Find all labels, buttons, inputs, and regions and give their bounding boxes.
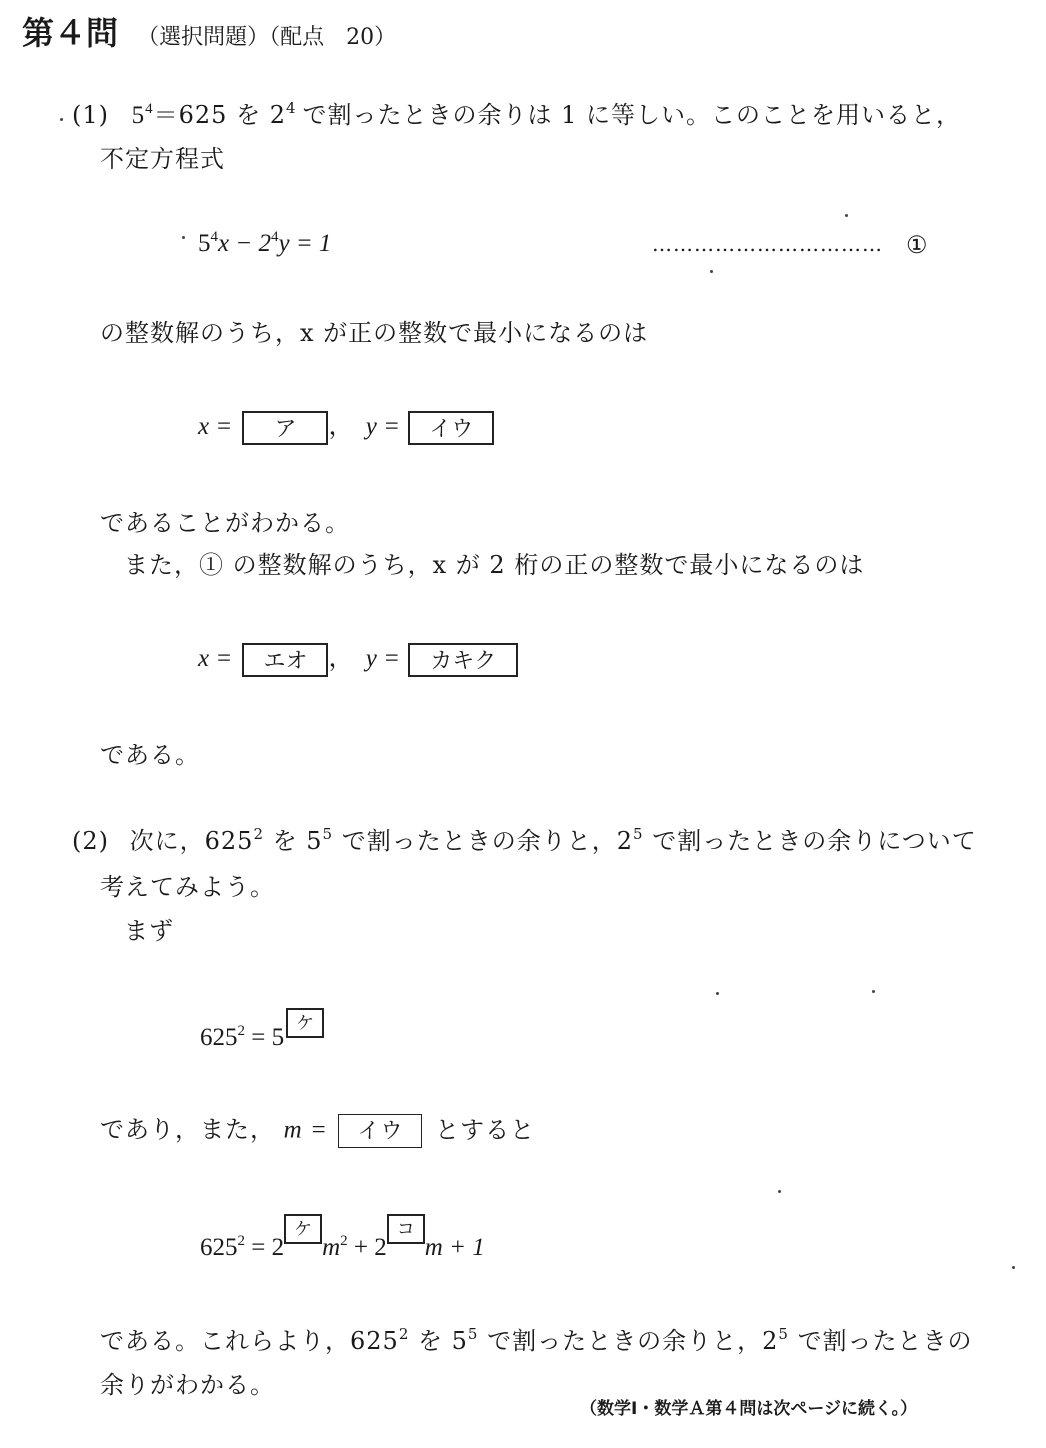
eq-exp5: 4 — [210, 229, 218, 245]
eq3-m-exp: 2 — [340, 1233, 348, 1249]
scan-speck — [1012, 1266, 1015, 1269]
scan-speck — [872, 990, 875, 993]
ans2-sep: ， — [328, 645, 354, 672]
part1-exp: 4 — [145, 101, 154, 117]
part1-base5: 5 — [131, 102, 146, 129]
eq3-c: + 2 — [353, 1234, 387, 1261]
scan-speck — [845, 214, 848, 217]
scan-speck — [710, 270, 713, 273]
eq-base5: 5 — [198, 230, 211, 257]
part2-line2: 考えてみよう。 — [100, 873, 275, 901]
answer-box-iu-ref[interactable]: イウ — [338, 1114, 422, 1148]
equation-ref-1: ① — [906, 231, 929, 259]
part2-text-a: 次に，625 — [129, 827, 254, 855]
eq2-lhs: 625 — [200, 1024, 238, 1051]
part1-line3: の整数解のうち，x が正の整数で最小になるのは — [100, 319, 649, 347]
part1-line6: である。 — [100, 741, 200, 769]
eq3-a: = 2 — [251, 1234, 285, 1261]
part2-exp-b: 5 — [322, 825, 334, 843]
problem-title: 第４問 — [22, 14, 119, 52]
scan-speck — [60, 118, 63, 121]
part2-line5-exp-c: 5 — [778, 1325, 789, 1343]
part2-line4 — [100, 1114, 535, 1154]
part2-line4-text: であり，また， — [100, 1115, 275, 1144]
part2-text-d: で割ったときの余りについて — [652, 827, 977, 855]
part2-text-b: を 5 — [272, 827, 323, 855]
part1-exp2: 4 — [285, 99, 297, 117]
part2-label: (2) — [72, 827, 109, 855]
eq2-rhs: = 5 — [251, 1024, 285, 1051]
part2-line6: 余りがわかる。 — [100, 1371, 275, 1399]
part2-line1 — [72, 826, 977, 859]
ans1-x-label: x = — [198, 413, 233, 440]
equation-dots: …………………………… — [652, 232, 883, 256]
scan-speck — [778, 1190, 781, 1193]
part2-line3: まず — [124, 917, 174, 945]
ans2-y-label: y = — [365, 645, 400, 672]
part1-text-b: ＝625 を 2 — [153, 101, 286, 129]
eq3-d: m + 1 — [424, 1234, 485, 1261]
eq-exp2: 4 — [270, 229, 279, 245]
equation-3 — [200, 1214, 485, 1264]
answer-row-1 — [198, 406, 494, 446]
part1-line1 — [72, 100, 961, 134]
answer-box-ko[interactable]: コ — [387, 1214, 425, 1244]
part1-line2: 不定方程式 — [100, 145, 225, 173]
problem-subtitle: （選択問題）（配点 20） — [137, 25, 397, 50]
scan-speck — [716, 992, 719, 995]
part2-line5-a: である。これらより，625 — [100, 1327, 399, 1355]
answer-box-ke[interactable]: ケ — [286, 1008, 324, 1038]
part1-text-c: で割ったときの余りは 1 に等しい。このことを用いると， — [302, 101, 962, 129]
scan-speck — [182, 236, 185, 239]
equation-2 — [200, 1008, 324, 1050]
answer-box-a[interactable]: ア — [242, 411, 328, 445]
part2-line5-exp-a: 2 — [398, 1325, 410, 1343]
part2-line5-d: で割ったときの — [797, 1327, 973, 1355]
answer-box-ke-2[interactable]: ケ — [284, 1214, 322, 1244]
ans1-y-label: y = — [365, 413, 400, 440]
part2-exp-c: 5 — [633, 825, 644, 843]
answer-box-eo[interactable]: エオ — [242, 643, 328, 677]
part2-line5-exp-b: 5 — [467, 1325, 479, 1343]
equation-1 — [198, 230, 331, 258]
eq-tail: y = 1 — [278, 230, 332, 257]
part1-line4: であることがわかる。 — [100, 509, 350, 537]
eq3-lhs: 625 — [200, 1234, 238, 1261]
page-header — [22, 8, 396, 54]
part1-label: (1) — [72, 101, 109, 129]
eq3-m: m — [322, 1234, 341, 1261]
answer-row-2 — [198, 638, 518, 678]
eq2-lhs-exp: 2 — [237, 1023, 245, 1039]
m-label: m = — [283, 1116, 328, 1144]
ans2-x-label: x = — [198, 645, 233, 672]
part2-text-c: で割ったときの余りと，2 — [341, 827, 634, 855]
part2-line4-tail: とすると — [435, 1115, 536, 1144]
answer-box-kakiku[interactable]: カキク — [408, 643, 518, 677]
answer-box-iu[interactable]: イウ — [408, 411, 494, 445]
continuation-note: （数学Ⅰ・数学Ａ第４問は次ページに続く。） — [580, 1399, 918, 1419]
eq-middle: x − 2 — [218, 230, 271, 257]
part2-line5-b: を 5 — [418, 1327, 468, 1355]
part2-exp-a: 2 — [253, 825, 264, 843]
part2-line5 — [100, 1326, 973, 1359]
ans1-sep: ， — [328, 413, 354, 440]
eq3-lhs-exp: 2 — [237, 1233, 245, 1249]
part2-line5-c: で割ったときの余りと，2 — [487, 1327, 779, 1355]
part1-line5: また，① の整数解のうち，x が 2 桁の正の整数で最小になるのは — [124, 551, 865, 579]
